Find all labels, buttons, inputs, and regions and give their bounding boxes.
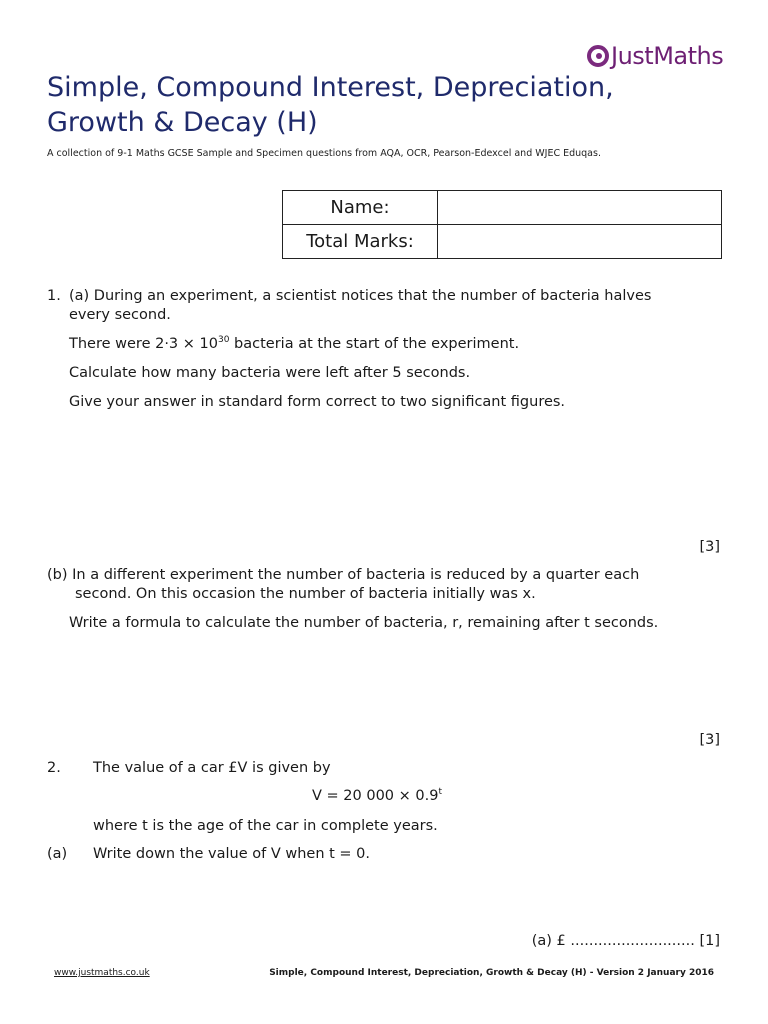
q2a-text: Write down the value of V when t = 0. bbox=[93, 846, 371, 862]
q1a-line-3-post: bacteria at the start of the experiment. bbox=[229, 336, 520, 352]
q1a-mark: [3] bbox=[699, 539, 720, 555]
name-marks-box bbox=[282, 190, 722, 259]
logo-text: JustMaths bbox=[611, 42, 724, 70]
q1a-line-2: every second. bbox=[69, 307, 171, 323]
q2a-label: (a) bbox=[47, 846, 68, 862]
title-line-1: Simple, Compound Interest, Depreciation, bbox=[47, 72, 614, 103]
footer-website-link[interactable]: www.justmaths.co.uk bbox=[54, 968, 150, 978]
q1b-line-1: (b) In a different experiment the number of bacteria is reduced by a quarter each bbox=[47, 567, 640, 583]
total-marks-row bbox=[283, 225, 722, 259]
q2-formula-exponent: t bbox=[438, 787, 442, 797]
q2-number: 2. bbox=[47, 760, 61, 776]
q2a-answer-line[interactable]: (a) £ ........................... [1] bbox=[531, 933, 720, 949]
q1a-line-3 bbox=[69, 335, 519, 354]
q2-formula-base: V = 20 000 × 0.9 bbox=[312, 788, 439, 804]
q1a-line-1: (a) During an experiment, a scientist notices that the number of bacteria halves bbox=[69, 288, 652, 304]
q1b-line-2: second. On this occasion the number of bacteria initially was x. bbox=[75, 586, 536, 602]
q1-number: 1. bbox=[47, 288, 61, 304]
q1b-line-3: Write a formula to calculate the number of bacteria, r, remaining after t seconds. bbox=[69, 615, 659, 631]
justmaths-logo bbox=[587, 38, 723, 74]
page-subtitle: A collection of 9-1 Maths GCSE Sample and Specimen questions from AQA, OCR, Pearson-Edexcel and WJEC Eduqas. bbox=[47, 148, 601, 159]
q2-line-2: where t is the age of the car in complete years. bbox=[93, 818, 438, 834]
name-field[interactable] bbox=[438, 191, 722, 225]
q2-line-1: The value of a car £V is given by bbox=[93, 760, 331, 776]
name-label: Name: bbox=[283, 191, 438, 225]
footer-document-info: Simple, Compound Interest, Depreciation, Growth & Decay (H) - Version 2 January 2016 bbox=[269, 968, 714, 978]
title-line-2: Growth & Decay (H) bbox=[47, 107, 318, 138]
q1a-exponent: 30 bbox=[217, 335, 230, 345]
total-marks-field[interactable] bbox=[438, 225, 722, 259]
q1a-line-3-pre: There were 2·3 × 10 bbox=[69, 336, 218, 352]
q1a-line-5: Give your answer in standard form correct to two significant figures. bbox=[69, 394, 566, 410]
page-title bbox=[47, 70, 614, 140]
q1a-line-4: Calculate how many bacteria were left after 5 seconds. bbox=[69, 365, 471, 381]
total-marks-label: Total Marks: bbox=[283, 225, 438, 259]
name-row bbox=[283, 191, 722, 225]
q2-formula bbox=[312, 787, 442, 806]
logo-ring-icon bbox=[587, 45, 609, 67]
q1b-mark: [3] bbox=[699, 732, 720, 748]
